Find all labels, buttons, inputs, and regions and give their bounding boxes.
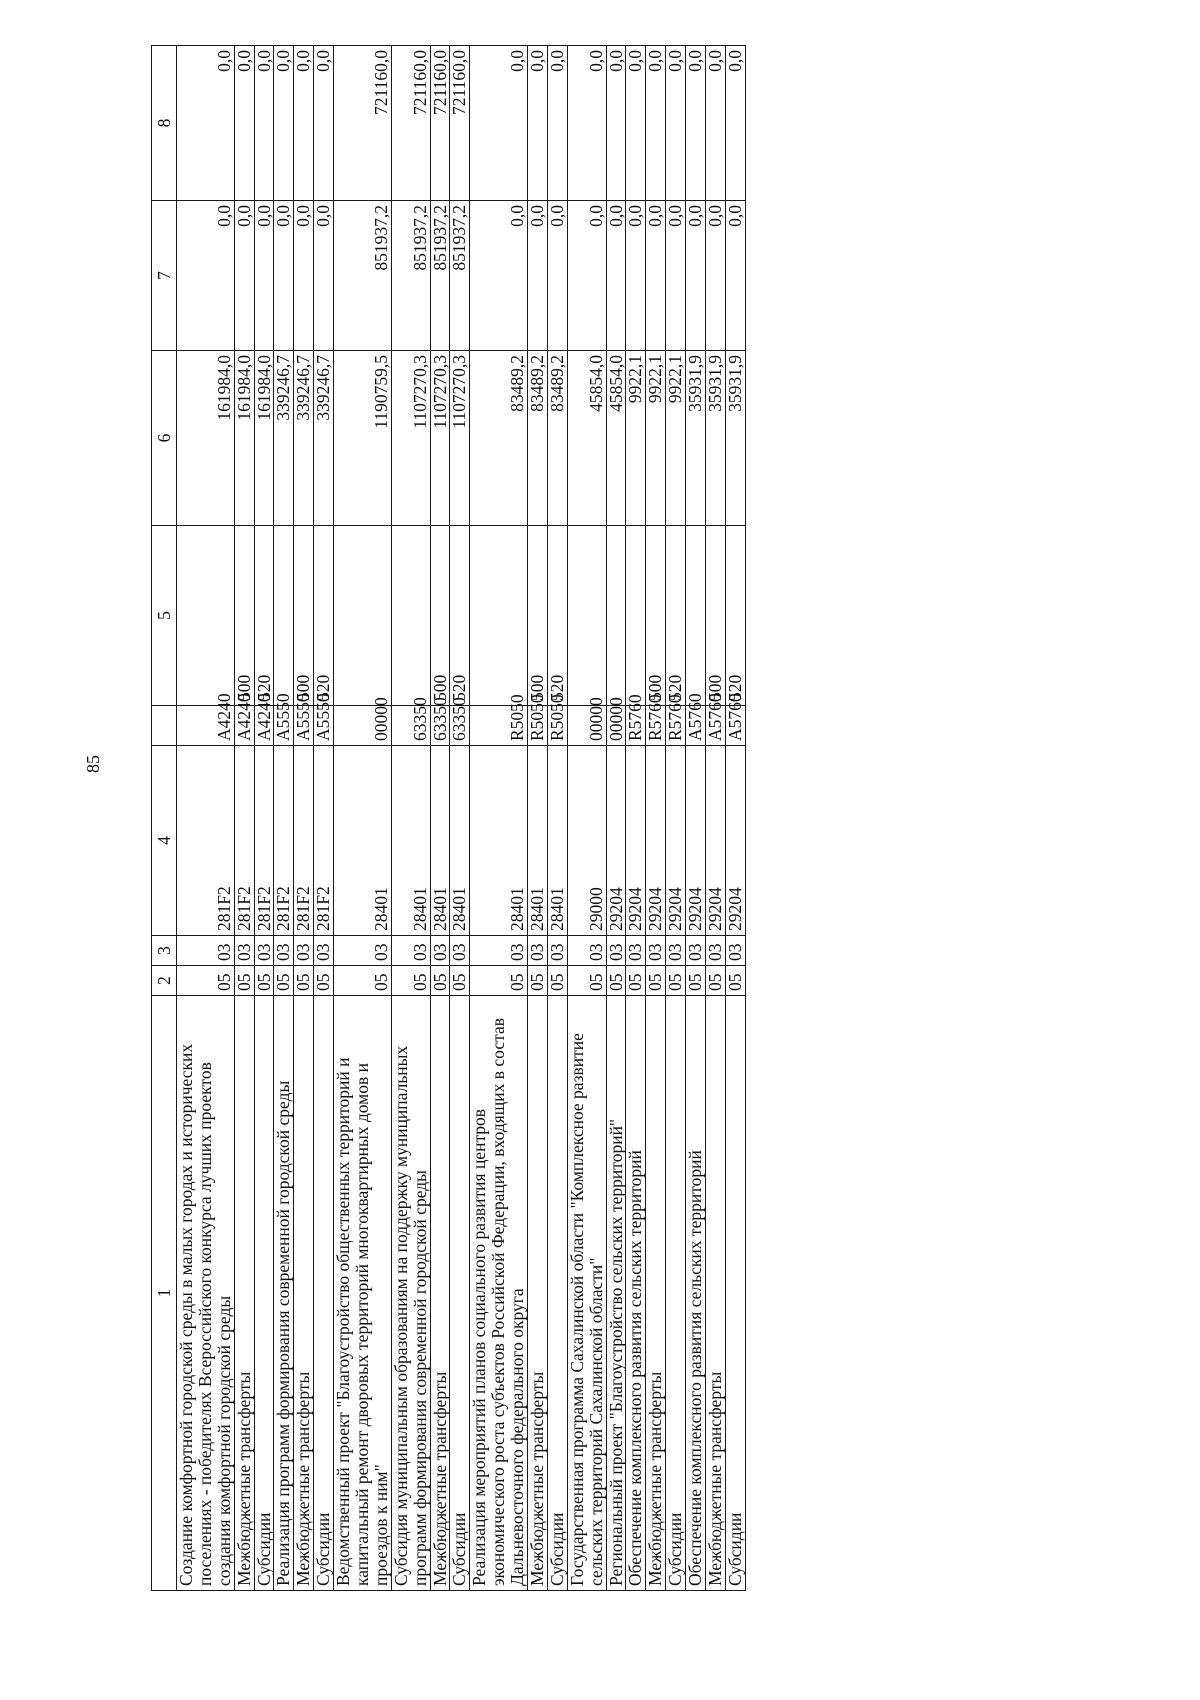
amount-year-1: 83489,2	[547, 351, 567, 526]
direction-code: R5760	[666, 706, 686, 746]
program-code: 29204	[606, 746, 626, 936]
amount-year-3: 0,0	[294, 46, 314, 201]
column-header: 8	[152, 46, 177, 201]
amount-year-2: 0,0	[547, 201, 567, 351]
amount-year-1: 35931,9	[686, 351, 706, 526]
amount-year-1: 161984,0	[254, 351, 274, 526]
amount-year-3: 0,0	[314, 46, 334, 201]
program-code: 281F2	[234, 746, 254, 936]
subsection-code: 03	[528, 936, 548, 966]
subsection-code: 03	[725, 936, 745, 966]
amount-year-3: 0,0	[567, 46, 606, 201]
row-name: Межбюджетные трансферты	[294, 996, 314, 1591]
table-row	[626, 46, 646, 1591]
program-code: 281F2	[294, 746, 314, 936]
amount-year-1: 1107270,3	[450, 351, 470, 526]
row-name: Субсидия муниципальным образованиям на поддержку муниципальных программ формирования современной городской среды	[391, 996, 430, 1591]
amount-year-1: 1190759,5	[334, 351, 392, 526]
expense-type-code	[274, 526, 294, 706]
section-code: 05	[686, 966, 706, 996]
expense-type-code: 520	[254, 526, 274, 706]
section-code: 05	[234, 966, 254, 996]
row-name: Межбюджетные трансферты	[646, 996, 666, 1591]
row-name: Субсидии	[450, 996, 470, 1591]
amount-year-1: 1107270,3	[391, 351, 430, 526]
expense-type-code	[177, 526, 235, 706]
amount-year-1: 9922,1	[666, 351, 686, 526]
program-code: 281F2	[314, 746, 334, 936]
expense-type-code: 520	[450, 526, 470, 706]
section-code: 05	[470, 966, 528, 996]
row-name: Региональный проект "Благоустройство сельских территорий"	[606, 996, 626, 1591]
subsection-code: 03	[334, 936, 392, 966]
table-row	[606, 46, 626, 1591]
amount-year-1: 339246,7	[314, 351, 334, 526]
row-name: Межбюджетные трансферты	[528, 996, 548, 1591]
table-row	[706, 46, 726, 1591]
section-code: 05	[646, 966, 666, 996]
direction-code: 63350	[391, 706, 430, 746]
program-code: 28401	[334, 746, 392, 936]
row-name: Субсидии	[666, 996, 686, 1591]
subsection-code: 03	[234, 936, 254, 966]
amount-year-2: 851937,2	[334, 201, 392, 351]
amount-year-3: 0,0	[234, 46, 254, 201]
column-header	[152, 706, 177, 746]
program-code: 28401	[450, 746, 470, 936]
program-code: 29204	[666, 746, 686, 936]
amount-year-2: 0,0	[626, 201, 646, 351]
direction-code: A5550	[294, 706, 314, 746]
direction-code: A4240	[254, 706, 274, 746]
table-row	[450, 46, 470, 1591]
section-code: 05	[274, 966, 294, 996]
expense-type-code	[334, 526, 392, 706]
amount-year-3: 0,0	[470, 46, 528, 201]
column-header: 3	[152, 936, 177, 966]
subsection-code: 03	[294, 936, 314, 966]
subsection-code: 03	[177, 936, 235, 966]
row-name: Субсидии	[314, 996, 334, 1591]
amount-year-2: 0,0	[567, 201, 606, 351]
row-name: Государственная программа Сахалинской области "Комплексное развитие сельских территорий Сахалинской области"	[567, 996, 606, 1591]
direction-code: R5760	[626, 706, 646, 746]
amount-year-2: 0,0	[234, 201, 254, 351]
amount-year-2: 0,0	[177, 201, 235, 351]
program-code: 29204	[646, 746, 666, 936]
row-name: Ведомственный проект "Благоустройство общественных территорий и капитальный ремонт дворовых территорий многоквартирных домов и проездов к ним"	[334, 996, 392, 1591]
row-name: Субсидии	[547, 996, 567, 1591]
direction-code: 00000	[567, 706, 606, 746]
row-name: Межбюджетные трансферты	[430, 996, 450, 1591]
amount-year-1: 83489,2	[528, 351, 548, 526]
direction-code: 00000	[606, 706, 626, 746]
section-code: 05	[391, 966, 430, 996]
direction-code: A5760	[725, 706, 745, 746]
amount-year-2: 851937,2	[450, 201, 470, 351]
amount-year-2: 0,0	[314, 201, 334, 351]
table-row	[234, 46, 254, 1591]
table-row	[177, 46, 235, 1591]
amount-year-1: 83489,2	[470, 351, 528, 526]
table-row	[547, 46, 567, 1591]
column-header: 5	[152, 526, 177, 706]
amount-year-2: 0,0	[686, 201, 706, 351]
expense-type-code: 520	[314, 526, 334, 706]
subsection-code: 03	[314, 936, 334, 966]
amount-year-3: 0,0	[725, 46, 745, 201]
amount-year-1: 161984,0	[234, 351, 254, 526]
amount-year-1: 35931,9	[725, 351, 745, 526]
amount-year-3: 0,0	[528, 46, 548, 201]
amount-year-2: 0,0	[725, 201, 745, 351]
subsection-code: 03	[686, 936, 706, 966]
amount-year-1: 339246,7	[274, 351, 294, 526]
expense-type-code: 500	[528, 526, 548, 706]
amount-year-2: 0,0	[294, 201, 314, 351]
amount-year-2: 0,0	[470, 201, 528, 351]
row-name: Создание комфортной городской среды в малых городах и исторических поселениях - победителях Всероссийского конкурса лучших проектов создания комфортной городской среды	[177, 996, 235, 1591]
table-row	[666, 46, 686, 1591]
row-name: Обеспечение комплексного развития сельских территорий	[686, 996, 706, 1591]
column-header: 6	[152, 351, 177, 526]
expense-type-code: 520	[725, 526, 745, 706]
table-body	[177, 46, 746, 1591]
table-row	[334, 46, 392, 1591]
direction-code: A4240	[177, 706, 235, 746]
budget-table	[151, 45, 746, 1591]
subsection-code: 03	[254, 936, 274, 966]
budget-table-sheet	[151, 46, 1151, 1591]
expense-type-code	[686, 526, 706, 706]
amount-year-2: 0,0	[646, 201, 666, 351]
table-row	[254, 46, 274, 1591]
direction-code: A5760	[686, 706, 706, 746]
section-code: 05	[706, 966, 726, 996]
amount-year-2: 0,0	[254, 201, 274, 351]
program-code: 28401	[547, 746, 567, 936]
direction-code: A4240	[234, 706, 254, 746]
amount-year-2: 0,0	[528, 201, 548, 351]
amount-year-2: 851937,2	[391, 201, 430, 351]
direction-code: R5760	[646, 706, 666, 746]
row-name: Субсидии	[254, 996, 274, 1591]
direction-code: 63350	[430, 706, 450, 746]
program-code: 28401	[528, 746, 548, 936]
amount-year-1: 339246,7	[294, 351, 314, 526]
row-name: Обеспечение комплексного развития сельских территорий	[626, 996, 646, 1591]
program-code: 29204	[686, 746, 706, 936]
expense-type-code	[470, 526, 528, 706]
expense-type-code: 500	[294, 526, 314, 706]
amount-year-1: 9922,1	[626, 351, 646, 526]
table-row	[686, 46, 706, 1591]
expense-type-code: 500	[706, 526, 726, 706]
amount-year-1: 1107270,3	[430, 351, 450, 526]
table-row	[528, 46, 548, 1591]
direction-code: R5050	[547, 706, 567, 746]
subsection-code: 03	[706, 936, 726, 966]
amount-year-2: 0,0	[666, 201, 686, 351]
program-code: 29204	[626, 746, 646, 936]
amount-year-3: 0,0	[626, 46, 646, 201]
amount-year-3: 721160,0	[430, 46, 450, 201]
expense-type-code	[626, 526, 646, 706]
expense-type-code: 500	[430, 526, 450, 706]
amount-year-3: 0,0	[547, 46, 567, 201]
direction-code: 63350	[450, 706, 470, 746]
subsection-code: 03	[646, 936, 666, 966]
expense-type-code	[391, 526, 430, 706]
direction-code: A5760	[706, 706, 726, 746]
column-header: 4	[152, 746, 177, 936]
table-row	[294, 46, 314, 1591]
section-code: 05	[254, 966, 274, 996]
page-number: 85	[83, 755, 103, 773]
table-row	[567, 46, 606, 1591]
amount-year-3: 721160,0	[391, 46, 430, 201]
subsection-code: 03	[391, 936, 430, 966]
section-code: 05	[177, 966, 235, 996]
direction-code: A5550	[314, 706, 334, 746]
expense-type-code	[567, 526, 606, 706]
subsection-code: 03	[450, 936, 470, 966]
program-code: 28401	[430, 746, 450, 936]
section-code: 05	[430, 966, 450, 996]
section-code: 05	[626, 966, 646, 996]
section-code: 05	[725, 966, 745, 996]
program-code: 29000	[567, 746, 606, 936]
program-code: 281F2	[274, 746, 294, 936]
amount-year-2: 0,0	[606, 201, 626, 351]
expense-type-code: 520	[666, 526, 686, 706]
amount-year-3: 0,0	[686, 46, 706, 201]
row-name: Межбюджетные трансферты	[706, 996, 726, 1591]
amount-year-1: 45854,0	[567, 351, 606, 526]
table-row	[430, 46, 450, 1591]
amount-year-3: 0,0	[177, 46, 235, 201]
amount-year-3: 0,0	[254, 46, 274, 201]
subsection-code: 03	[547, 936, 567, 966]
amount-year-3: 0,0	[606, 46, 626, 201]
direction-code: 00000	[334, 706, 392, 746]
subsection-code: 03	[470, 936, 528, 966]
section-code: 05	[314, 966, 334, 996]
table-row	[314, 46, 334, 1591]
row-name: Межбюджетные трансферты	[234, 996, 254, 1591]
direction-code: R5050	[470, 706, 528, 746]
amount-year-1: 161984,0	[177, 351, 235, 526]
amount-year-3: 721160,0	[334, 46, 392, 201]
direction-code: A5550	[274, 706, 294, 746]
column-header: 2	[152, 966, 177, 996]
subsection-code: 03	[666, 936, 686, 966]
program-code: 281F2	[177, 746, 235, 936]
table-row	[646, 46, 666, 1591]
table-row	[391, 46, 430, 1591]
column-header: 7	[152, 201, 177, 351]
amount-year-1: 9922,1	[646, 351, 666, 526]
amount-year-3: 0,0	[666, 46, 686, 201]
subsection-code: 03	[274, 936, 294, 966]
amount-year-2: 0,0	[706, 201, 726, 351]
row-name: Реализация программ формирования современной городской среды	[274, 996, 294, 1591]
program-code: 28401	[470, 746, 528, 936]
amount-year-1: 45854,0	[606, 351, 626, 526]
expense-type-code: 520	[547, 526, 567, 706]
section-code: 05	[294, 966, 314, 996]
table-row	[470, 46, 528, 1591]
subsection-code: 03	[567, 936, 606, 966]
program-code: 29204	[725, 746, 745, 936]
amount-year-3: 0,0	[706, 46, 726, 201]
direction-code: R5050	[528, 706, 548, 746]
amount-year-3: 721160,0	[450, 46, 470, 201]
column-header: 1	[152, 996, 177, 1591]
amount-year-3: 0,0	[274, 46, 294, 201]
amount-year-1: 35931,9	[706, 351, 726, 526]
section-code: 05	[528, 966, 548, 996]
program-code: 28401	[391, 746, 430, 936]
subsection-code: 03	[606, 936, 626, 966]
expense-type-code	[606, 526, 626, 706]
program-code: 281F2	[254, 746, 274, 936]
section-code: 05	[567, 966, 606, 996]
section-code: 05	[606, 966, 626, 996]
row-name: Субсидии	[725, 996, 745, 1591]
section-code: 05	[334, 966, 392, 996]
expense-type-code: 500	[646, 526, 666, 706]
subsection-code: 03	[626, 936, 646, 966]
amount-year-2: 0,0	[274, 201, 294, 351]
amount-year-3: 0,0	[646, 46, 666, 201]
row-name: Реализация мероприятий планов социального развития центров экономического роста субъектов Российской Федерации, входящих в состав Дальневосточного федерального округа	[470, 996, 528, 1591]
subsection-code: 03	[430, 936, 450, 966]
amount-year-2: 851937,2	[430, 201, 450, 351]
table-row	[274, 46, 294, 1591]
section-code: 05	[666, 966, 686, 996]
program-code: 29204	[706, 746, 726, 936]
section-code: 05	[450, 966, 470, 996]
table-row	[725, 46, 745, 1591]
column-header-row	[152, 46, 177, 1591]
section-code: 05	[547, 966, 567, 996]
expense-type-code: 500	[234, 526, 254, 706]
